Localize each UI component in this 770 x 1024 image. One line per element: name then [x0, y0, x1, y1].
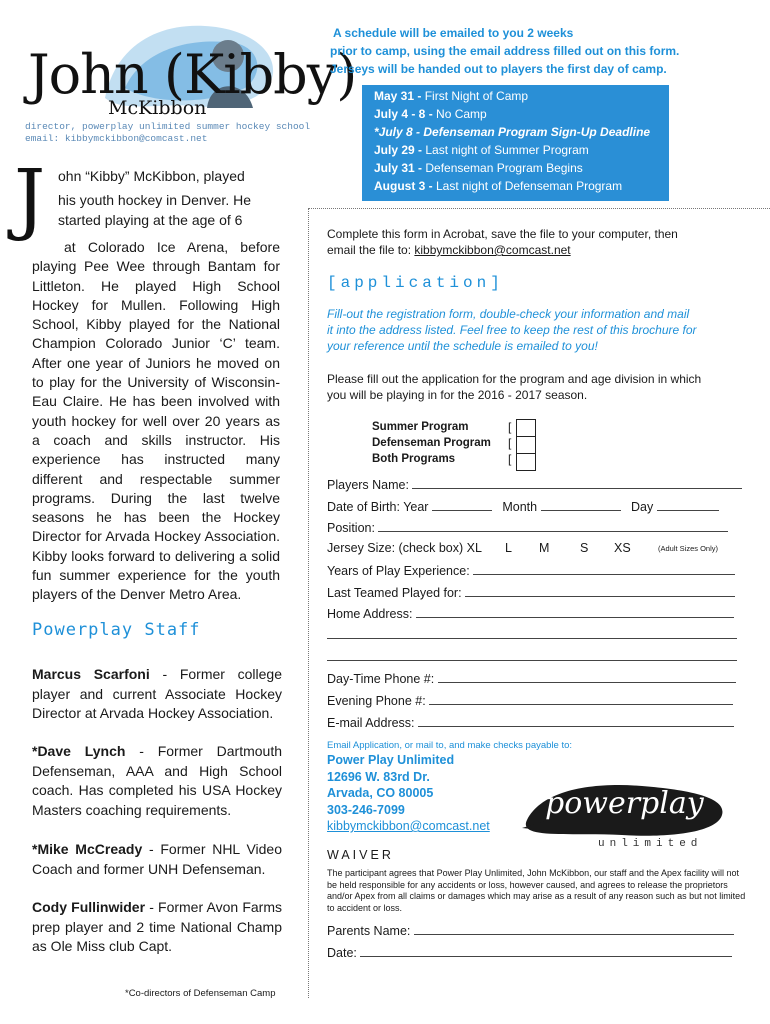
years-row: Years of Play Experience: — [327, 562, 735, 578]
application-note: Please fill out the application for the program and age division in which — [327, 372, 702, 386]
last-team-field[interactable] — [465, 584, 735, 597]
position-field[interactable] — [378, 519, 728, 532]
contact-email-link[interactable]: kibbymckibbon@comcast.net — [414, 243, 571, 257]
org-city: Arvada, CO 80005 — [327, 786, 434, 800]
parents-name-field[interactable] — [414, 922, 734, 935]
program-bracket: [ — [508, 420, 512, 434]
mail-note: Email Application, or mail to, and make checks payable to: — [327, 740, 573, 751]
bio-dropcap: J — [14, 154, 46, 244]
waiver-heading: WAIVER — [327, 848, 394, 862]
jersey-size-l[interactable]: L — [505, 541, 512, 555]
jersey-size-s[interactable]: S — [580, 541, 589, 555]
staff-heading: Powerplay Staff — [32, 620, 201, 640]
schedule-item: July 4 - 8 - No Camp — [374, 107, 487, 121]
jersey-size-m[interactable]: M — [539, 541, 550, 555]
parents-name-row: Parents Name: — [327, 922, 734, 938]
last-team-row: Last Teamed Played for: — [327, 584, 735, 600]
date-row: Date: — [327, 944, 732, 960]
evening-phone-row: Evening Phone #: — [327, 692, 733, 708]
schedule-intro: Jerseys will be handed out to players the first day of camp. — [330, 62, 667, 76]
address-row: Home Address: — [327, 605, 734, 621]
bio-line-2: his youth hockey in Denver. He — [58, 192, 251, 208]
dob-row: Date of Birth: Year Month Day — [327, 498, 719, 514]
schedule-intro: prior to camp, using the email address filled out on this form. — [330, 44, 680, 58]
bio-line-3: started playing at the age of 6 — [58, 212, 243, 228]
position-row: Position: — [327, 519, 728, 535]
dob-day-field[interactable] — [657, 498, 719, 511]
powerplay-logo-word: powerplay — [545, 786, 704, 821]
schedule-item: July 29 - Last night of Summer Program — [374, 143, 589, 157]
application-instructions: Fill-out the registration form, double-check your information and mail — [327, 307, 690, 321]
section-divider — [308, 208, 770, 209]
program-label-summer: Summer Program — [372, 421, 469, 433]
staff-footnote: *Co-directors of Defenseman Camp — [125, 988, 276, 999]
column-divider — [308, 208, 309, 998]
org-email-link[interactable]: kibbymckibbon@comcast.net — [327, 819, 490, 833]
both-programs-checkbox[interactable] — [516, 453, 536, 471]
logo-last-name: McKibbon — [108, 97, 207, 119]
address-line-2[interactable] — [327, 638, 737, 639]
application-instructions: your reference until the schedule is emailed to you! — [327, 339, 598, 353]
schedule-item: July 31 - Defenseman Program Begins — [374, 161, 583, 175]
staff-member: *Dave Lynch - Former Dartmouth Defenseman, AAA and High School coach. Has completed his USA Hockey Masters coaching requirements. — [32, 743, 282, 818]
program-label-both: Both Programs — [372, 453, 456, 465]
day-phone-field[interactable] — [438, 670, 736, 683]
staff-member: Marcus Scarfoni - Former college player and current Associate Hockey Director at Arvada Hockey Association. — [32, 666, 282, 721]
schedule-item: *July 8 - Defenseman Program Sign-Up Deadline — [374, 125, 651, 139]
complete-instructions-email: email the file to: kibbymckibbon@comcast.net — [327, 243, 571, 257]
summer-program-checkbox[interactable] — [516, 419, 536, 437]
years-field[interactable] — [473, 562, 735, 575]
application-instructions: it into the address listed. Feel free to keep the rest of this brochure for — [327, 323, 697, 337]
schedule-intro: A schedule will be emailed to you 2 weeks — [333, 26, 574, 40]
dob-year-field[interactable] — [432, 498, 492, 511]
date-field[interactable] — [360, 944, 732, 957]
schedule-item: August 3 - Last night of Defenseman Program — [374, 179, 623, 193]
staff-member: Cody Fullinwider - Former Avon Farms prep player and 2 time National Champ as Ole Miss club Capt. — [32, 899, 282, 954]
bio-line-1: ohn “Kibby” McKibbon, played — [58, 168, 245, 184]
application-heading: [application] — [327, 274, 504, 292]
evening-phone-field[interactable] — [429, 692, 733, 705]
defenseman-program-checkbox[interactable] — [516, 436, 536, 454]
program-bracket: [ — [508, 436, 512, 450]
email-field[interactable] — [418, 714, 734, 727]
address-field[interactable] — [416, 605, 734, 618]
jersey-size-xs[interactable]: XS — [614, 541, 631, 555]
org-street: 12696 W. 83rd Dr. — [327, 770, 430, 784]
org-phone: 303-246-7099 — [327, 803, 405, 817]
dob-month-field[interactable] — [541, 498, 621, 511]
schedule-item: May 31 - First Night of Camp — [374, 89, 529, 103]
logo-name: John (Kibby) — [28, 43, 357, 106]
bio-paragraph: at Colorado Ice Arena, before playing Pee Wee through Bantam for Littleton. He played High School Hockey for Mullen. Following High School, Kibby played for the National Champion Colorado Junior ‘C’ team. After one year of Juniors he moved on to play for the University of Wisconsin-Eau Claire. He has been involved with youth hockey for well over 20 years as a coach and skills instructor. His experience has instructed many different and respectable summer programs. During the last twelve seasons he has been the Hockey Director for Arvada Hockey Association. Kibby looks forward to delivering a solid fun summer experience for the youth players of the Denver Metro Area. — [32, 239, 280, 603]
director-email: email: kibbymckibbon@comcast.net — [25, 133, 208, 144]
staff-member: *Mike McCready - Former NHL Video Coach and former UNH Defenseman. — [32, 841, 282, 877]
program-label-defenseman: Defenseman Program — [372, 437, 491, 449]
jersey-row: Jersey Size: (check box) XL — [327, 541, 482, 555]
players-name-field[interactable] — [412, 476, 742, 489]
email-row: E-mail Address: — [327, 714, 734, 730]
org-name: Power Play Unlimited — [327, 753, 455, 767]
program-bracket: [ — [508, 452, 512, 466]
address-line-3[interactable] — [327, 660, 737, 661]
schedule-box — [362, 85, 669, 201]
adult-sizes-note: (Adult Sizes Only) — [658, 544, 719, 553]
director-title: director, powerplay unlimited summer hockey school — [25, 121, 311, 132]
players-name-row: Players Name: — [327, 476, 742, 492]
powerplay-logo-sub: unlimited — [598, 838, 703, 850]
application-note: you will be playing in for the 2016 - 2017 season. — [327, 388, 588, 402]
complete-instructions: Complete this form in Acrobat, save the file to your computer, then — [327, 227, 678, 241]
waiver-text: The participant agrees that Power Play Unlimited, John McKibbon, our staff and the Apex facility will not be held responsible for any accidents or loss, however caused, and agrees to release the proprietors and/or Apex from all claims or damages which may arise as a result of any reason such as but not limited to accident or loss. — [327, 868, 746, 913]
day-phone-row: Day-Time Phone #: — [327, 670, 736, 686]
